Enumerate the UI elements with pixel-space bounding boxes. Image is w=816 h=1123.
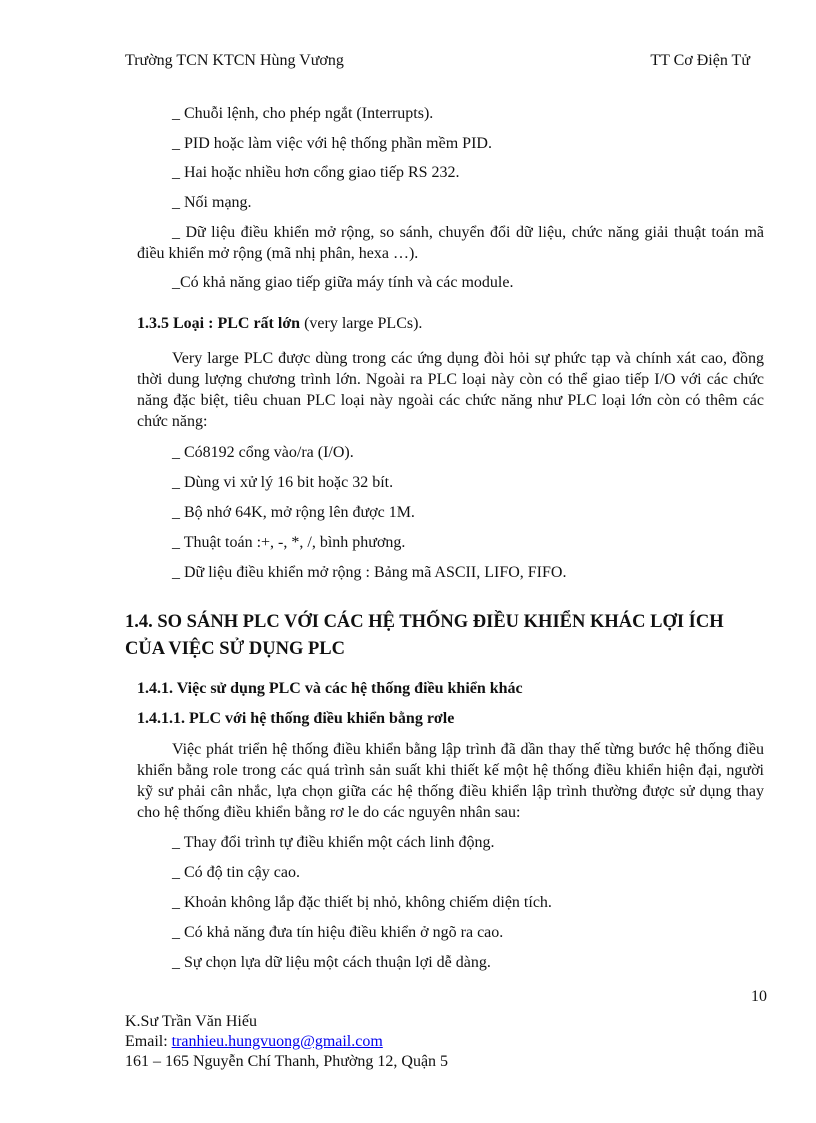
header-department: TT Cơ Điện Tử — [650, 52, 750, 69]
list-item: _Có khả năng giao tiếp giữa máy tính và các module. — [172, 274, 514, 291]
chapter-heading-line-1: 1.4. SO SÁNH PLC VỚI CÁC HỆ THỐNG ĐIỀU KHIỂN KHÁC LỢI ÍCH — [125, 612, 724, 632]
list-item: _ Có8192 cổng vào/ra (I/O). — [172, 444, 354, 461]
list-item: _ Chuỗi lệnh, cho phép ngắt (Interrupts). — [172, 105, 434, 122]
list-item: _ Sự chọn lựa dữ liệu một cách thuận lợi dễ dàng. — [172, 954, 491, 971]
subsection-heading-1-4-1: 1.4.1. Việc sử dụng PLC và các hệ thống điều khiển khác — [137, 680, 523, 697]
body-paragraph: Việc phát triển hệ thống điều khiển bằng lập trình đã dần thay thế từng bước hệ thống điều khiển bằng role trong các quá trình sản suất khi thiết kế một hệ thống điều khiển hiện đại, người kỹ sư phải cân nhắc, lựa chọn giữa các hệ thống điều khiển lập trình thường được sử dụng thay cho hệ thống điều khiển bằng rơ le do các nguyên nhân sau: — [137, 741, 764, 821]
page-number: 10 — [751, 988, 767, 1005]
list-item-paragraph: _ Dữ liệu điều khiển mở rộng, so sánh, chuyển đổi dữ liệu, chức năng giải thuật toán mã điều khiển mở rộng (mã nhị phân, hexa …). — [137, 224, 764, 262]
list-item: _ Dùng vi xử lý 16 bit hoặc 32 bít. — [172, 474, 394, 491]
footer-email-line — [125, 1032, 383, 1052]
list-item: _ Bộ nhớ 64K, mở rộng lên được 1M. — [172, 504, 415, 521]
list-item: _ Nối mạng. — [172, 194, 252, 211]
list-item: _ Thuật toán :+, -, *, /, bình phương. — [172, 534, 406, 551]
chapter-heading-line-2: CỦA VIỆC SỬ DỤNG PLC — [125, 639, 345, 659]
footer-email-link[interactable]: tranhieu.hungvuong@gmail.com — [171, 1033, 383, 1050]
footer-author: K.Sư Trần Văn Hiếu — [125, 1013, 257, 1030]
header-school: Trường TCN KTCN Hùng Vương — [125, 52, 344, 69]
section-heading-1-3-5 — [137, 313, 422, 334]
list-item: _ Có khả năng đưa tín hiệu điều khiển ở ngõ ra cao. — [172, 924, 504, 941]
footer-address: 161 – 165 Nguyễn Chí Thanh, Phường 12, Quận 5 — [125, 1053, 449, 1070]
list-item: _ Thay đổi trình tự điều khiển một cách linh động. — [172, 834, 495, 851]
list-item: _ PID hoặc làm việc với hệ thống phần mềm PID. — [172, 135, 492, 152]
list-item: _ Hai hoặc nhiều hơn cổng giao tiếp RS 232. — [172, 164, 460, 181]
subsection-heading-1-4-1-1: 1.4.1.1. PLC với hệ thống điều khiển bằng rơle — [137, 710, 455, 727]
body-paragraph: Very large PLC được dùng trong các ứng dụng đòi hỏi sự phức tạp và chính xát cao, đồng thời dung lượng chương trình lớn. Ngoài ra PLC loại này còn có thể giao tiếp I/O với các chức năng đặc biệt, tiêu chuan PLC loại này ngoài các chức năng như PLC loại lớn còn có thêm các chức năng: — [137, 350, 764, 430]
list-item: _ Có độ tin cậy cao. — [172, 864, 300, 881]
footer-email-label: Email: — [125, 1033, 172, 1050]
list-item: _ Dữ liệu điều khiển mở rộng : Bảng mã ASCII, LIFO, FIFO. — [172, 564, 567, 581]
list-item: _ Khoản không lắp đặc thiết bị nhỏ, không chiếm diện tích. — [172, 894, 552, 911]
section-heading-normal: (very large PLCs). — [300, 315, 423, 332]
section-heading-bold: 1.3.5 Loại : PLC rất lớn — [137, 315, 301, 332]
